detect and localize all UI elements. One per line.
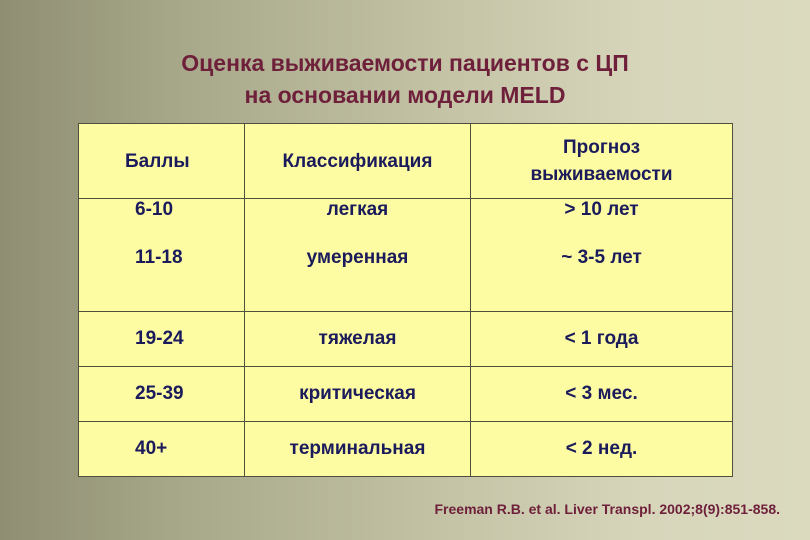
- table-row: [79, 199, 733, 312]
- score-cell: 40+: [79, 422, 245, 477]
- table-row: [79, 422, 733, 477]
- header-prognosis-line-1: Прогноз: [562, 137, 641, 158]
- title-line-1: Оценка выживаемости пациентов с ЦП: [181, 50, 629, 76]
- slide-title: [0, 47, 810, 111]
- meld-table: [78, 123, 733, 477]
- prognosis-cell: < 2 нед.: [471, 422, 733, 477]
- prognosis-cell: [471, 199, 733, 312]
- prognosis-value: > 10 лет: [564, 199, 639, 220]
- header-prognosis-line-2: выживаемости: [530, 164, 673, 185]
- classification-cell: тяжелая: [245, 312, 471, 367]
- citation: Freeman R.B. et al. Liver Transpl. 2002;8(9):851-858.: [434, 501, 780, 517]
- title-line-2: на основании модели MELD: [244, 82, 566, 108]
- classification-cell: критическая: [245, 367, 471, 422]
- table-header-row: [79, 124, 733, 199]
- score-cell: 25-39: [79, 367, 245, 422]
- classification-cell: [245, 199, 471, 312]
- score-value: 6-10: [135, 199, 174, 220]
- prognosis-cell: < 1 года: [471, 312, 733, 367]
- header-score: Баллы: [79, 124, 245, 199]
- classification-cell: терминальная: [245, 422, 471, 477]
- classification-value: умеренная: [306, 247, 409, 268]
- score-cell: 19-24: [79, 312, 245, 367]
- table-row: [79, 312, 733, 367]
- header-classification: Классификация: [245, 124, 471, 199]
- header-prognosis: [471, 124, 733, 199]
- classification-value: легкая: [326, 199, 389, 220]
- prognosis-value: ~ 3-5 лет: [561, 247, 642, 268]
- score-value: 11-18: [135, 247, 183, 268]
- prognosis-cell: < 3 мес.: [471, 367, 733, 422]
- score-cell: [79, 199, 245, 312]
- table-row: [79, 367, 733, 422]
